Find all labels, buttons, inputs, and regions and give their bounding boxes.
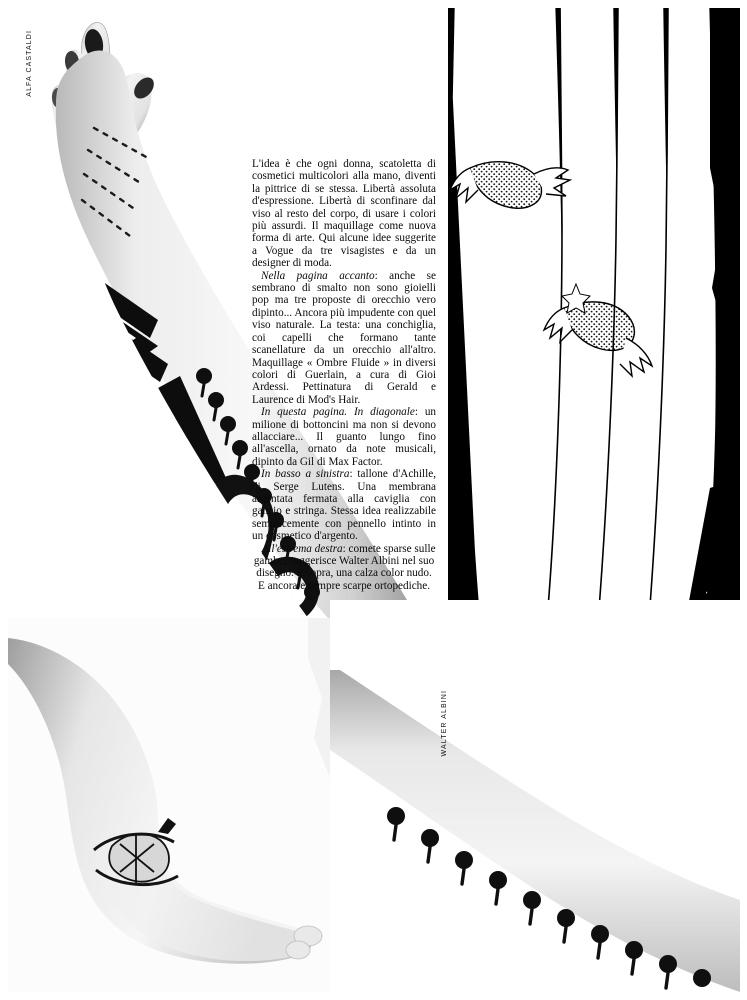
lower-arm-photo — [330, 600, 740, 992]
article-paragraph-5: All'estrema destra: comete sparse sulle gambe, suggerisce Walter Albini nel suo disegno. E sopra, una calza color nudo. E ancora e sempre scarpe ortopediche. — [253, 542, 436, 592]
article-paragraph-3: In questa pagina. In diagonale: un milione di bottoncini ma non si devono allacciare... Il guanto lungo fino all'ascella, ornato da note musicali, dipinto da Gil di Max Factor. — [252, 406, 437, 468]
photographer-credit-left: ALFA CASTALDI — [26, 30, 33, 97]
ankle-photo — [8, 618, 330, 992]
article-paragraph-4: In basso a sinistra: tallone d'Achille, di Serge Lutens. Una membrana argentata fermata alla caviglia con gancio e stringa. Stessa idea realizzabile semplicemente con pennello intinto in un cosmetico d'argento. — [252, 468, 436, 543]
article-paragraph-1: L'idea è che ogni donna, scatoletta di cosmetici multicolori alla mano, diventi la pittrice di se stessa. Libertà assoluta d'espressione. Libertà di sconfinare dal viso al resto del corpo, di usare i colori più assurdi. Il maquillage come nuova forma di arte. Qui alcune idee suggerite a Vogue da tre visagistes e da un designer di moda. — [252, 158, 436, 270]
illustrator-credit-right: WALTER ALBINI — [441, 690, 448, 757]
article-paragraph-2: Nella pagina accanto: anche se sembrano di smalto non sono gioielli pop ma tre proposte di orecchio vero dipinto... Ancora più impudente con quel viso naturale. La testa: una conchiglia, coi capelli che formano tante scanellature da un orecchio all'altro. Maquillage « Ombre Fluide » in diversi colori di Guerlain, a cura di Gioi Ardessi. Pettinatura di Gerald e Laurence di Mod's Hair. — [252, 269, 436, 406]
article-text-column — [252, 158, 436, 592]
